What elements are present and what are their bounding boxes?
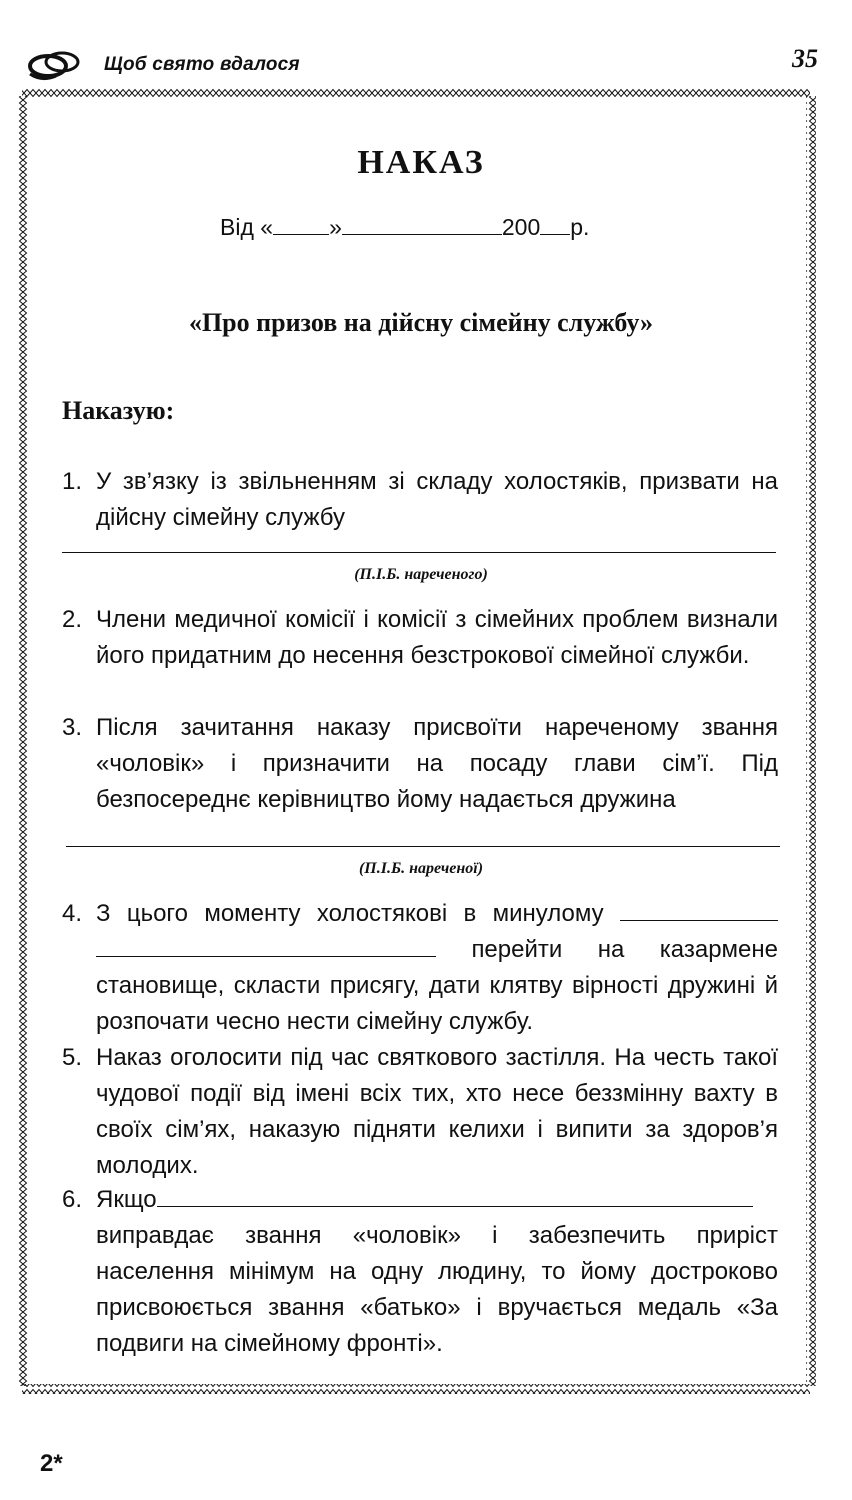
year-blank [540, 216, 570, 235]
item-text-wrapper [96, 896, 778, 1040]
name-blank [96, 938, 436, 957]
item-text: У зв’язку із звільненням зі складу холостяків, призвати на дійсну сімейну службу [96, 468, 778, 531]
date-suffix: р. [570, 214, 590, 240]
order-document [62, 88, 780, 1388]
bride-name-line [66, 846, 780, 847]
item-text: Наказ оголосити під час святкового застілля. На честь такої чудової події від імені всіх тих, хто несе беззмінну вахту в своїх сім’ях, наказую підняти келихи і випити за здоров’я молодих. [96, 1044, 778, 1179]
list-item [62, 896, 778, 1040]
item-number: 5. [62, 1044, 83, 1071]
item-text-end: перейти на казармене становище, скласти присягу, дати клятву вірності дружині й розпочати чесно нести сімейну службу. [96, 936, 778, 1035]
day-blank [273, 216, 329, 235]
name-blank [157, 1188, 753, 1207]
list-item [62, 602, 778, 674]
running-title: Щоб свято вдалося [104, 54, 300, 75]
item-number: 4. [62, 900, 83, 927]
item-text-wrapper [96, 1182, 778, 1362]
bride-caption: (П.І.Б. нареченої) [358, 860, 484, 877]
groom-caption: (П.І.Б. нареченого) [354, 566, 488, 583]
rings-icon [22, 44, 88, 84]
groom-name-line [62, 552, 776, 553]
item-text: Члени медичної комісії і комісії з сімейних проблем визнали його придатним до несення безстрокової сімейної служби. [96, 606, 778, 669]
item-text-start: З цього моменту холостякові в минулому [96, 900, 604, 927]
signature-mark: 2* [40, 1450, 63, 1477]
item-number: 1. [62, 468, 83, 495]
name-blank [620, 902, 778, 921]
item-text-start: Якщо [96, 1186, 157, 1213]
date-line [220, 214, 589, 241]
list-item [62, 464, 778, 536]
list-item [62, 1182, 778, 1362]
date-prefix: Від « [220, 214, 274, 240]
item-number: 6. [62, 1186, 83, 1213]
page-number: 35 [792, 44, 818, 73]
item-number: 3. [62, 714, 83, 741]
intro-label: Наказую: [62, 396, 175, 425]
date-year-prefix: 200 [501, 214, 541, 240]
item-text-end: виправдає звання «чоловік» і забезпечить приріст населення мінімум на одну людину, то йому достроково присвоюється звання «батько» і вручається медаль «За подвиги на сімейному фронті». [96, 1222, 778, 1357]
list-item [62, 1040, 778, 1184]
month-blank [342, 216, 502, 235]
date-mid: » [329, 214, 342, 240]
item-text: Після зачитання наказу присвоїти нареченому звання «чоловік» і призначити на посаду глави сім’ї. Під безпосереднє керівництво йому надається дружина [96, 714, 778, 813]
document-subject: «Про призов на дійсну сімейну службу» [188, 308, 654, 337]
document-title: НАКАЗ [357, 144, 485, 181]
item-number: 2. [62, 606, 83, 633]
running-header [18, 44, 818, 84]
list-item [62, 710, 778, 818]
